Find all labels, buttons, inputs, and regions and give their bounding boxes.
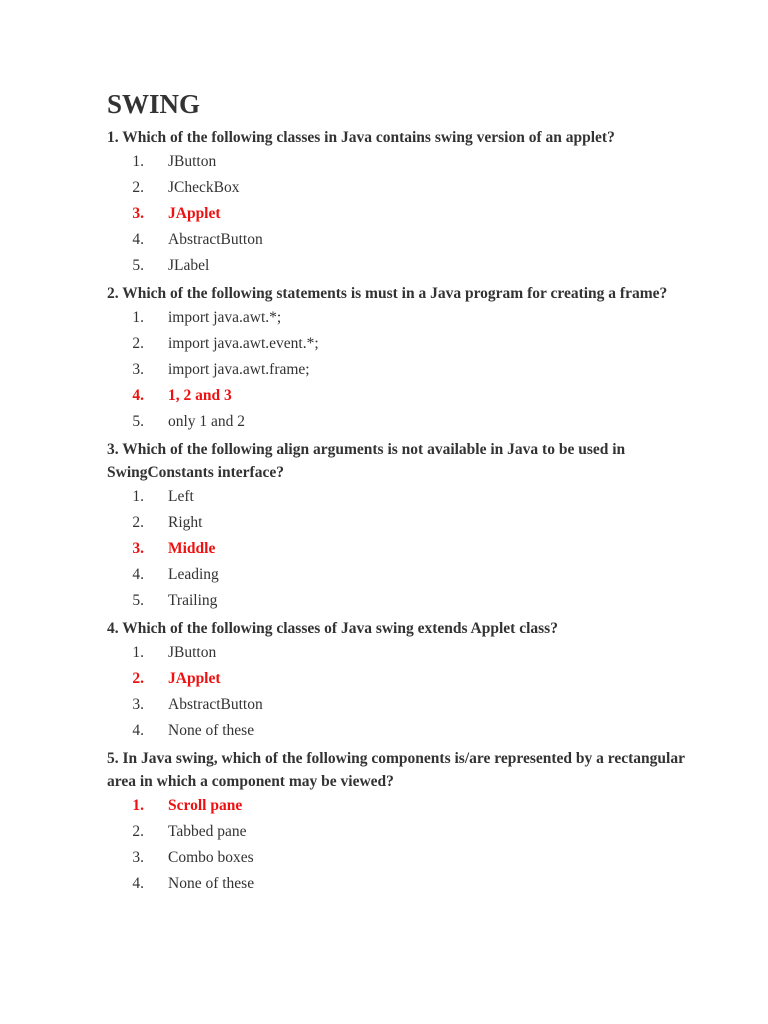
answer-option (107, 640, 697, 666)
option-number: 2. (132, 179, 144, 196)
answer-options (107, 793, 697, 897)
answer-option (107, 562, 697, 588)
option-number: 3. (132, 540, 144, 557)
option-number: 3. (132, 205, 144, 222)
option-number: 3. (132, 849, 144, 866)
question-list (107, 126, 697, 900)
option-label: AbstractButton (168, 231, 263, 248)
correct-answer-option (107, 793, 697, 819)
question-text: 3. Which of the following align arguments is not available in Java to be used in SwingConstants interface? (107, 441, 626, 481)
correct-answer-option (107, 383, 697, 409)
answer-option (107, 510, 697, 536)
answer-option (107, 718, 697, 744)
option-label: Middle (168, 540, 216, 557)
answer-option (107, 175, 697, 201)
option-label: JCheckBox (168, 179, 240, 196)
option-label: Scroll pane (168, 797, 243, 814)
option-label: JApplet (168, 205, 221, 222)
answer-option (107, 305, 697, 331)
answer-option (107, 357, 697, 383)
correct-answer-option (107, 536, 697, 562)
option-label: JButton (168, 644, 217, 661)
answer-option (107, 227, 697, 253)
option-number: 4. (132, 231, 144, 248)
option-number: 3. (132, 361, 144, 378)
option-label: None of these (168, 875, 255, 892)
answer-option (107, 409, 697, 435)
option-label: JLabel (168, 257, 210, 274)
option-label: import java.awt.event.*; (168, 335, 319, 352)
question-text: 1. Which of the following classes in Java contains swing version of an applet? (107, 129, 615, 146)
option-number: 2. (132, 514, 144, 531)
answer-option (107, 253, 697, 279)
page-title: SWING (107, 89, 201, 119)
option-label: JApplet (168, 670, 221, 687)
question-1 (107, 126, 697, 279)
option-number: 1. (132, 488, 144, 505)
option-label: Combo boxes (168, 849, 254, 866)
question-2 (107, 282, 697, 435)
option-number: 2. (132, 670, 144, 687)
option-label: None of these (168, 722, 255, 739)
answer-option (107, 871, 697, 897)
answer-option (107, 819, 697, 845)
question-4 (107, 617, 697, 744)
option-label: Leading (168, 566, 219, 583)
option-number: 1. (132, 153, 144, 170)
option-label: Left (168, 488, 194, 505)
option-number: 5. (132, 413, 144, 430)
option-number: 3. (132, 696, 144, 713)
option-number: 1. (132, 309, 144, 326)
option-label: Tabbed pane (168, 823, 247, 840)
answer-options (107, 484, 697, 614)
correct-answer-option (107, 201, 697, 227)
question-text: 2. Which of the following statements is must in a Java program for creating a frame? (107, 285, 668, 302)
answer-option (107, 845, 697, 871)
option-number: 4. (132, 566, 144, 583)
option-label: only 1 and 2 (168, 413, 246, 430)
answer-options (107, 640, 697, 744)
option-label: Right (168, 514, 203, 531)
option-number: 2. (132, 335, 144, 352)
option-number: 2. (132, 823, 144, 840)
option-number: 4. (132, 722, 144, 739)
correct-answer-option (107, 666, 697, 692)
option-label: 1, 2 and 3 (168, 387, 232, 404)
option-label: AbstractButton (168, 696, 263, 713)
answer-option (107, 484, 697, 510)
answer-option (107, 149, 697, 175)
option-label: Trailing (168, 592, 218, 609)
option-number: 4. (132, 387, 144, 404)
option-number: 1. (132, 644, 144, 661)
question-text: 4. Which of the following classes of Java swing extends Applet class? (107, 620, 558, 637)
option-label: JButton (168, 153, 217, 170)
option-number: 1. (132, 797, 144, 814)
option-label: import java.awt.*; (168, 309, 282, 326)
option-label: import java.awt.frame; (168, 361, 310, 378)
question-3 (107, 438, 697, 614)
answer-option (107, 331, 697, 357)
answer-option (107, 692, 697, 718)
answer-option (107, 588, 697, 614)
answer-options (107, 305, 697, 435)
option-number: 5. (132, 592, 144, 609)
option-number: 5. (132, 257, 144, 274)
answer-options (107, 149, 697, 279)
question-5 (107, 747, 697, 897)
question-text: 5. In Java swing, which of the following components is/are represented by a rectangular area in which a component may be viewed? (107, 750, 685, 790)
option-number: 4. (132, 875, 144, 892)
